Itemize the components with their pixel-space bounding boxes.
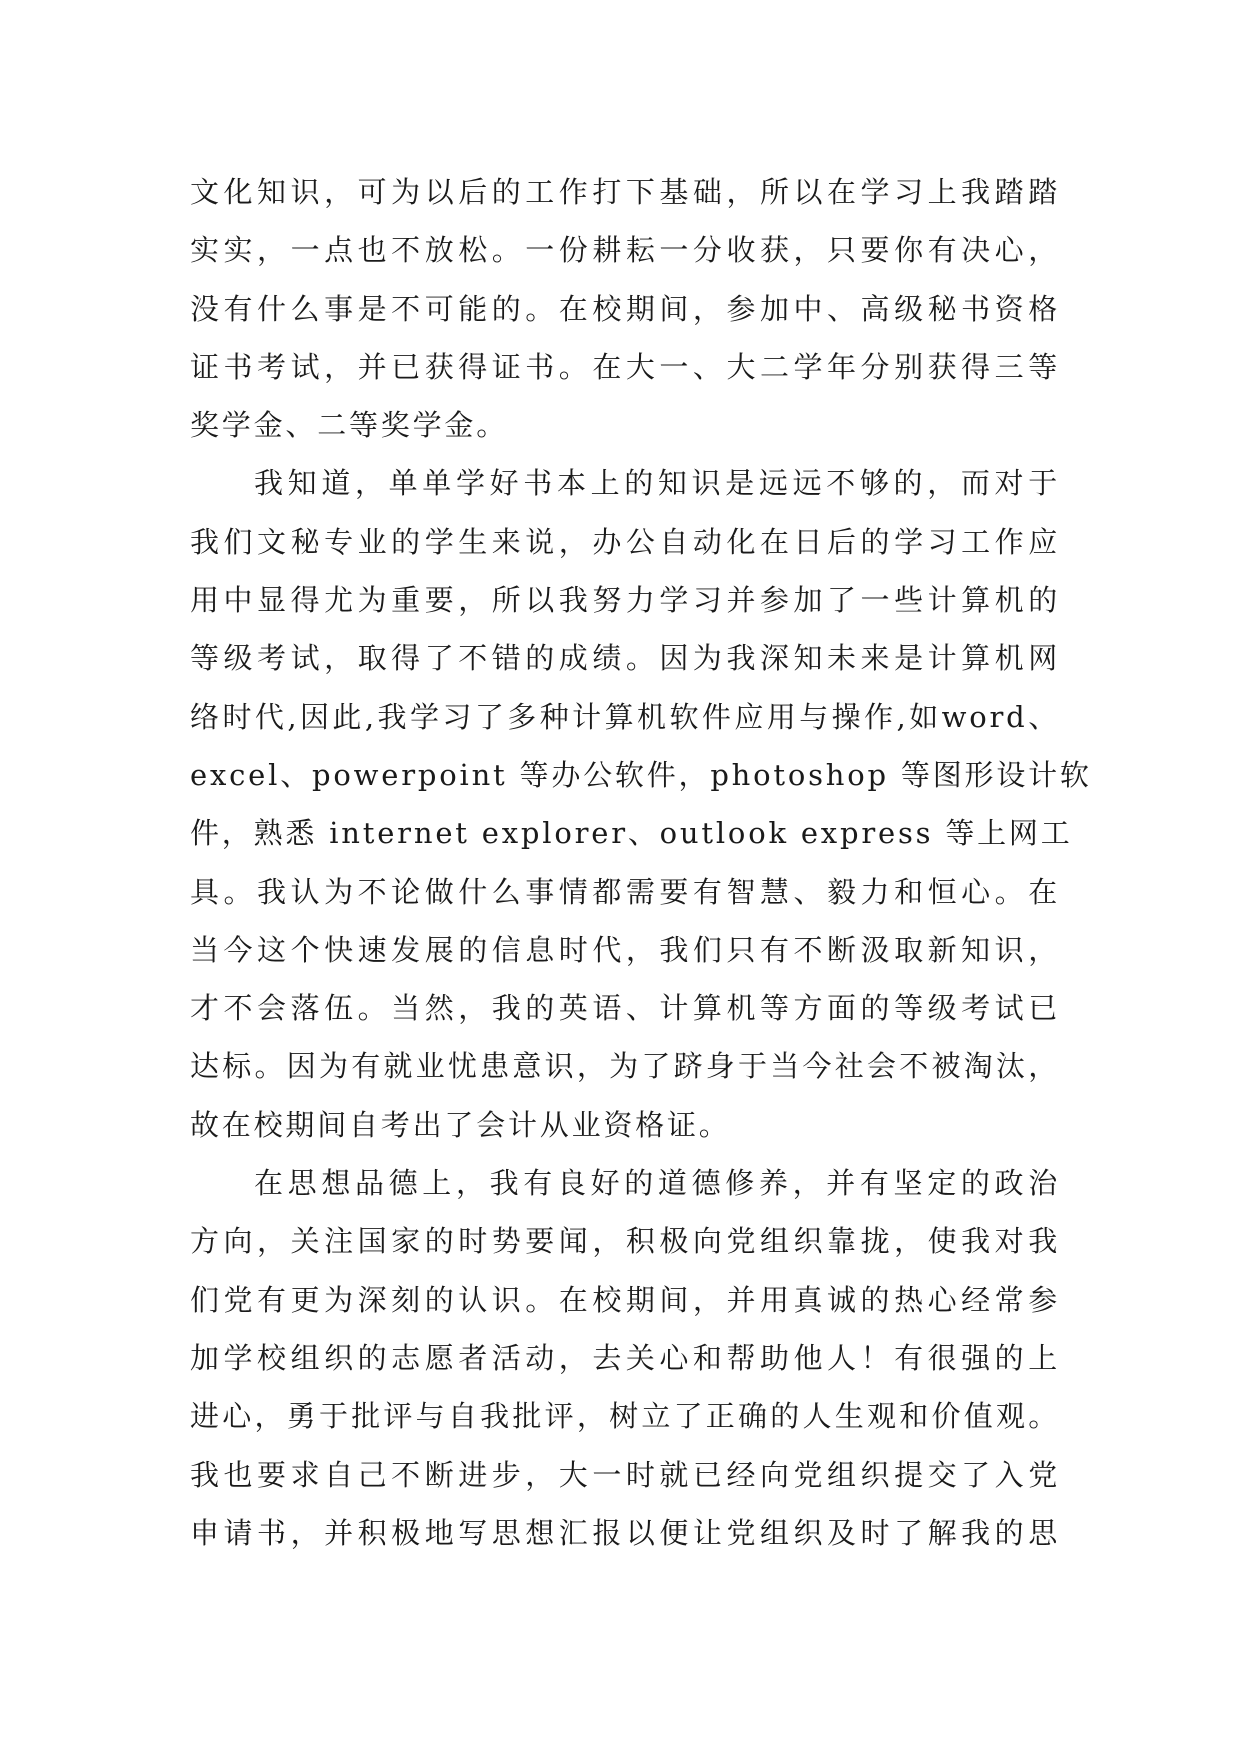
text-line: 方向，关注国家的时势要闻，积极向党组织靠拢，使我对我 <box>190 1224 1060 1259</box>
text-line: 进心，勇于批评与自我批评，树立了正确的人生观和价值观。 <box>190 1399 1060 1434</box>
text-line: 没有什么事是不可能的。在校期间，参加中、高级秘书资格 <box>190 291 1060 326</box>
text-line: 实实，一点也不放松。一份耕耘一分收获，只要你有决心， <box>190 233 1060 268</box>
text-line: 用中显得尤为重要，所以我努力学习并参加了一些计算机的 <box>190 583 1060 618</box>
text-line: 等级考试，取得了不错的成绩。因为我深知未来是计算机网 <box>190 641 1060 676</box>
text-line: 申请书，并积极地写思想汇报以便让党组织及时了解我的思 <box>190 1515 1060 1550</box>
text-line: 当今这个快速发展的信息时代，我们只有不断汲取新知识， <box>190 932 1060 967</box>
text-line: 文化知识，可为以后的工作打下基础，所以在学习上我踏踏 <box>190 175 1060 209</box>
text-line: 才不会落伍。当然，我的英语、计算机等方面的等级考试已 <box>190 991 1060 1026</box>
paragraph-2 <box>190 454 1092 1154</box>
text-line: 奖学金、二等奖学金。 <box>190 408 509 443</box>
text-line: 件，熟悉 internet explorer、outlook express 等上网工 <box>190 816 1073 851</box>
text-line: 络时代,因此,我学习了多种计算机软件应用与操作,如word、 <box>190 699 1060 734</box>
paragraph-1 <box>190 163 1060 454</box>
text-line: 具。我认为不论做什么事情都需要有智慧、毅力和恒心。在 <box>190 874 1060 909</box>
text-line: 故在校期间自考出了会计从业资格证。 <box>190 1107 731 1142</box>
text-line: 们党有更为深刻的认识。在校期间，并用真诚的热心经常参 <box>190 1282 1060 1317</box>
text-line: 我们文秘专业的学生来说，办公自动化在日后的学习工作应 <box>190 524 1060 559</box>
text-line: excel、powerpoint 等办公软件，photoshop 等图形设计软 <box>190 757 1092 792</box>
text-line: 我也要求自己不断进步，大一时就已经向党组织提交了入党 <box>190 1457 1060 1492</box>
text-line: 证书考试，并已获得证书。在大一、大二学年分别获得三等 <box>190 349 1060 384</box>
document-body <box>190 163 1092 1562</box>
text-line: 我知道，单单学好书本上的知识是远远不够的，而对于 <box>254 466 1060 501</box>
text-line: 在思想品德上，我有良好的道德修养，并有坚定的政治 <box>254 1166 1060 1201</box>
text-line: 达标。因为有就业忧患意识，为了跻身于当今社会不被淘汰， <box>190 1049 1060 1084</box>
paragraph-3 <box>190 1154 1060 1562</box>
text-line: 加学校组织的志愿者活动，去关心和帮助他人！有很强的上 <box>190 1340 1060 1375</box>
